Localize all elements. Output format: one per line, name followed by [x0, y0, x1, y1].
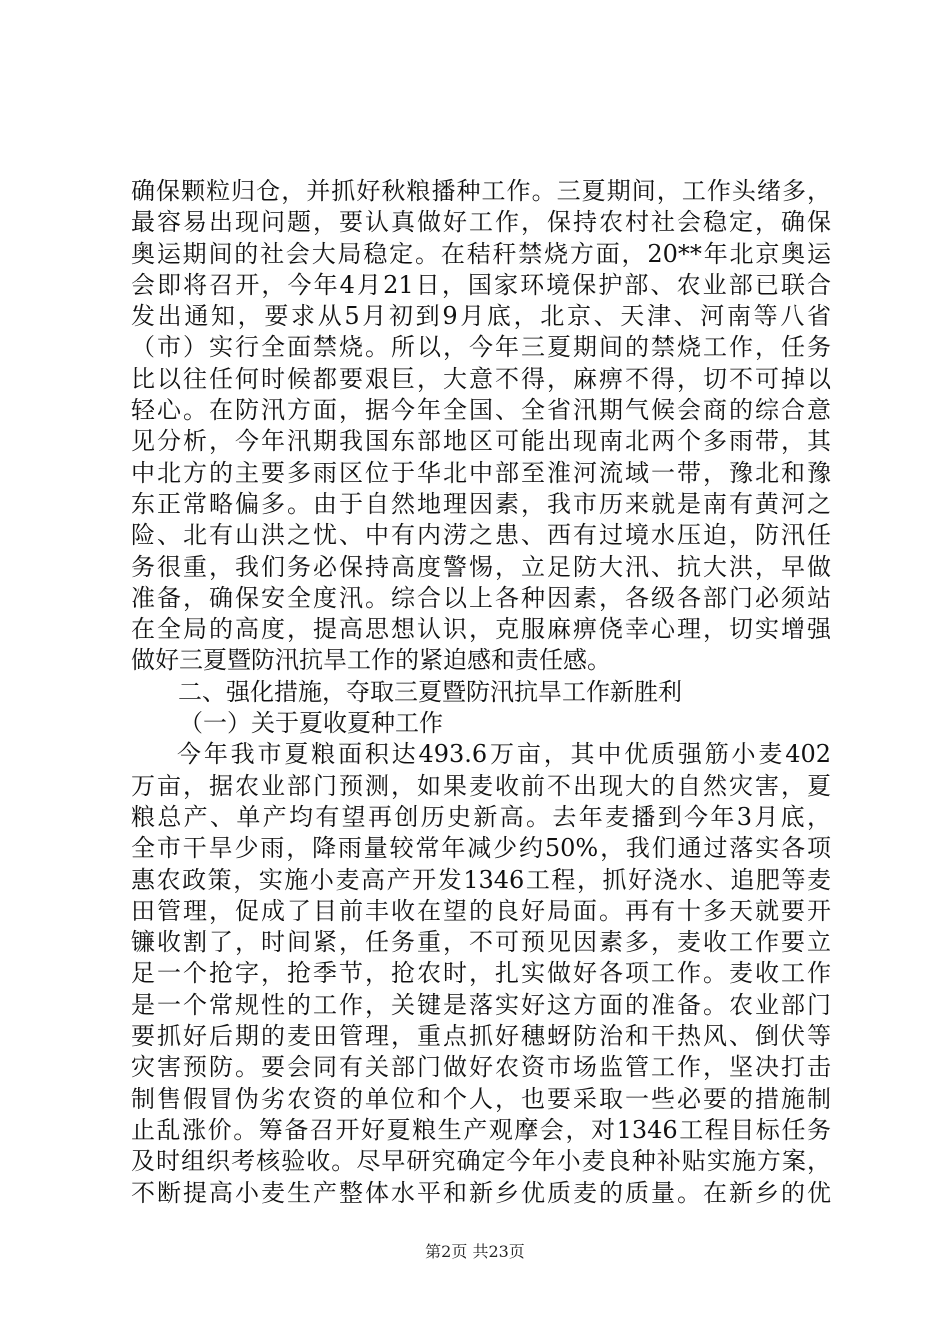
text-line: 及时组织考核验收。尽早研究确定今年小麦良种补贴实施方案， — [131, 1147, 831, 1176]
text-line: 比以往任何时候都要艰巨，大意不得，麻痹不得，切不可掉以 — [131, 364, 831, 393]
text-line: 要抓好后期的麦田管理，重点抓好穗蚜防治和干热风、倒伏等 — [131, 1022, 831, 1051]
subsection-heading: （一）关于夏收夏种工作 — [179, 709, 443, 738]
text-line: 准备，确保安全度汛。综合以上各种因素，各级各部门必须站 — [131, 583, 831, 612]
text-line: 确保颗粒归仓，并抓好秋粮播种工作。三夏期间，工作头绪多， — [131, 177, 831, 205]
text-line: 止乱涨价。筹备召开好夏粮生产观摩会，对1346工程目标任务 — [131, 1115, 831, 1144]
text-line: 见分析，今年汛期我国东部地区可能出现南北两个多雨带，其 — [131, 427, 831, 456]
page-number-footer: 第2页 共23页 — [425, 1242, 525, 1261]
text-line: 惠农政策，实施小麦高产开发1346工程，抓好浇水、追肥等麦 — [131, 865, 831, 894]
text-line: 万亩，据农业部门预测，如果麦收前不出现大的自然灾害，夏 — [131, 771, 831, 800]
paragraph-1 — [131, 176, 831, 677]
text-line: 险、北有山洪之忧、中有内涝之患、西有过境水压迫，防汛任 — [131, 521, 831, 550]
text-line: 在全局的高度，提高思想认识，克服麻痹侥幸心理，切实增强 — [131, 615, 831, 644]
text-line: 务很重，我们务必保持高度警惕，立足防大汛、抗大洪，早做 — [131, 552, 831, 581]
text-line: 奥运期间的社会大局稳定。在秸秆禁烧方面，20**年北京奥运 — [131, 239, 831, 268]
text-line: 粮总产、单产均有望再创历史新高。去年麦播到今年3月底， — [131, 802, 831, 831]
text-line: 不断提高小麦生产整体水平和新乡优质麦的质量。在新乡的优 — [131, 1178, 831, 1207]
text-line: 足一个抢字，抢季节，抢农时，扎实做好各项工作。麦收工作 — [131, 959, 831, 988]
text-line: 中北方的主要多雨区位于华北中部至淮河流域一带，豫北和豫 — [131, 458, 831, 487]
text-line: 最容易出现问题，要认真做好工作，保持农村社会稳定，确保 — [131, 208, 831, 237]
text-line: 东正常略偏多。由于自然地理因素，我市历来就是南有黄河之 — [131, 489, 831, 518]
section-heading: 二、强化措施，夺取三夏暨防汛抗旱工作新胜利 — [178, 677, 682, 706]
text-line: 轻心。在防汛方面，据今年全国、全省汛期气候会商的综合意 — [131, 396, 831, 425]
text-line: 全市干旱少雨，降雨量较常年减少约50%，我们通过落实各项 — [131, 834, 831, 863]
text-line: 灾害预防。要会同有关部门做好农资市场监管工作，坚决打击 — [131, 1053, 831, 1082]
text-line: （市）实行全面禁烧。所以，今年三夏期间的禁烧工作，任务 — [131, 333, 831, 362]
text-line: 会即将召开，今年4月21日，国家环境保护部、农业部已联合 — [131, 270, 831, 299]
text-line: 做好三夏暨防汛抗旱工作的紧迫感和责任感。 — [131, 646, 611, 675]
paragraph-2 — [131, 739, 831, 1208]
text-line: 今年我市夏粮面积达493.6万亩，其中优质强筋小麦402 — [177, 740, 831, 769]
text-line: 制售假冒伪劣农资的单位和个人，也要采取一些必要的措施制 — [131, 1084, 831, 1113]
text-line: 发出通知，要求从5月初到9月底，北京、天津、河南等八省 — [131, 302, 831, 331]
text-line: 镰收割了，时间紧，任务重，不可预见因素多，麦收工作要立 — [131, 928, 831, 957]
text-line: 是一个常规性的工作，关键是落实好这方面的准备。农业部门 — [131, 990, 831, 1019]
document-body — [131, 176, 831, 1209]
text-line: 田管理，促成了目前丰收在望的良好局面。再有十多天就要开 — [131, 896, 831, 925]
